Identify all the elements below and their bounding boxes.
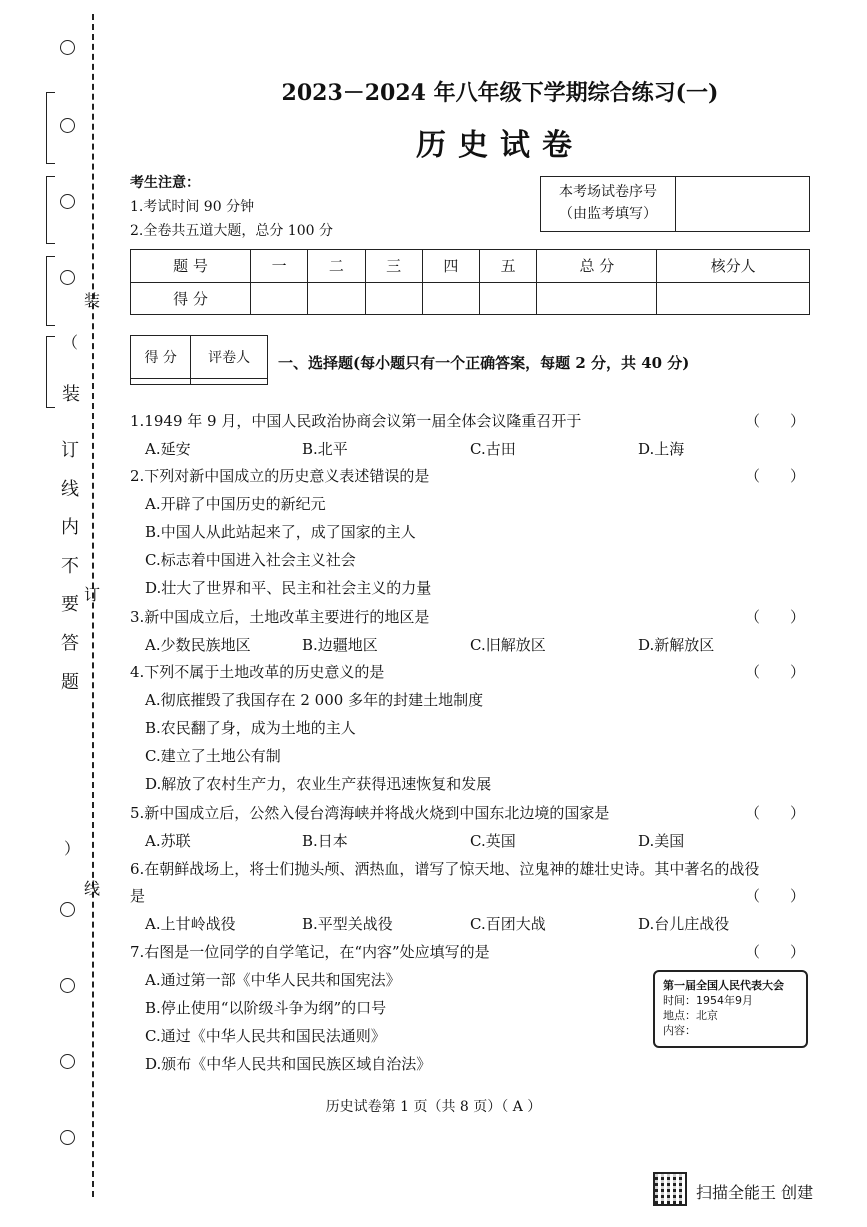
binding-hole: [60, 902, 75, 917]
binding-chars-column: [58, 432, 82, 702]
note-line: 时间：1954年9月: [663, 994, 753, 1007]
grader-table: [130, 335, 268, 385]
binding-char-ding: 订: [84, 585, 101, 604]
binding-hole: [60, 40, 75, 55]
option: D.美国: [638, 832, 685, 850]
binding-char-xian: 线: [84, 879, 101, 898]
note-line: 地点：北京: [663, 1009, 718, 1022]
study-note-card: [653, 970, 808, 1048]
score-cell[interactable]: [537, 282, 657, 315]
scanner-watermark: 扫描全能王 创建: [696, 1183, 814, 1202]
option: C.旧解放区: [470, 636, 546, 654]
option: C.百团大战: [470, 915, 546, 933]
binding-bracket: [46, 176, 55, 244]
binding-dashed-line: [92, 14, 94, 1197]
option: A.苏联: [145, 832, 191, 850]
score-cell[interactable]: [657, 282, 810, 315]
question-stem-continued: 是: [130, 887, 146, 905]
question-stem: 4.下列不属于土地改革的历史意义的是: [130, 663, 385, 681]
question-stem: 1.1949 年 9 月，中国人民政治协商会议第一届全体会议隆重召开于: [130, 412, 582, 430]
seat-sequence-box: [540, 176, 810, 232]
score-cell[interactable]: [365, 282, 422, 315]
option: D.上海: [638, 440, 685, 458]
option: B.停止使用“以阶级斗争为纲”的口号: [145, 999, 387, 1017]
option: D.壮大了世界和平、民主和社会主义的力量: [145, 579, 432, 597]
option: A.延安: [145, 440, 191, 458]
binding-char: 答: [61, 632, 79, 654]
grader-name-label: 评卷人: [191, 336, 268, 379]
score-header: 二: [308, 250, 365, 283]
answer-paren[interactable]: （ ）: [745, 943, 806, 961]
binding-hole: [60, 194, 75, 209]
option: D.解放了农村生产力，农业生产获得迅速恢复和发展: [145, 775, 492, 793]
answer-paren[interactable]: （ ）: [745, 804, 806, 822]
option: C.古田: [470, 440, 516, 458]
option: A.上甘岭战役: [145, 915, 236, 933]
option: C.英国: [470, 832, 516, 850]
answer-paren[interactable]: （ ）: [745, 467, 806, 485]
binding-hole: [60, 1054, 75, 1069]
score-header: 四: [422, 250, 479, 283]
option: B.日本: [302, 832, 348, 850]
page-footer: 历史试卷第 1 页（共 8 页）（ A ）: [325, 1099, 542, 1115]
option: B.边疆地区: [302, 636, 378, 654]
exam-title: 2023－2024 年八年级下学期综合练习(一): [281, 80, 719, 106]
option: D.台儿庄战役: [638, 915, 730, 933]
answer-paren[interactable]: （ ）: [745, 412, 806, 430]
binding-bracket: [46, 256, 55, 326]
option: A.通过第一部《中华人民共和国宪法》: [145, 971, 401, 989]
option: B.中国人从此站起来了，成了国家的主人: [145, 523, 416, 541]
note-line: 第一届全国人民代表大会: [663, 979, 784, 992]
binding-hole: [60, 118, 75, 133]
option: C.标志着中国进入社会主义社会: [145, 551, 356, 569]
option: C.建立了土地公有制: [145, 747, 281, 765]
score-row-label: 得 分: [131, 282, 251, 315]
binding-char-zhuang: 装: [84, 291, 101, 310]
binding-char: 要: [61, 594, 79, 616]
score-cell[interactable]: [422, 282, 479, 315]
option: C.通过《中华人民共和国民法通则》: [145, 1027, 386, 1045]
binding-hole: [60, 978, 75, 993]
binding-char: 不: [61, 555, 79, 577]
seq-label-line: （由监考填写）: [559, 206, 657, 222]
binding-char: 题: [61, 671, 79, 693]
binding-bracket: [46, 92, 55, 164]
option: B.农民翻了身，成为土地的主人: [145, 719, 356, 737]
option: B.平型关战役: [302, 915, 393, 933]
binding-left-paren: （: [62, 333, 79, 352]
option: D.颁布《中华人民共和国民族区域自治法》: [145, 1055, 432, 1073]
score-header: 一: [251, 250, 308, 283]
binding-char-zhuang-inner: 装: [62, 384, 80, 405]
grader-score-label: 得 分: [131, 336, 191, 379]
question-stem: 7.右图是一位同学的自学笔记，在“内容”处应填写的是: [130, 943, 490, 961]
qr-code-icon: [653, 1172, 687, 1206]
question-stem: 5.新中国成立后，公然入侵台湾海峡并将战火烧到中国东北边境的国家是: [130, 804, 610, 822]
score-header: 三: [365, 250, 422, 283]
binding-char: 内: [61, 517, 79, 539]
question-stem: 6.在朝鲜战场上，将士们抛头颅、洒热血，谱写了惊天地、泣鬼神的雄壮史诗。其中著名的战役: [130, 860, 760, 878]
score-cell[interactable]: [308, 282, 365, 315]
score-header: 总 分: [537, 250, 657, 283]
option: A.少数民族地区: [145, 636, 251, 654]
grader-name-cell[interactable]: [191, 379, 268, 385]
score-cell[interactable]: [251, 282, 308, 315]
question-stem: 2.下列对新中国成立的历史意义表述错误的是: [130, 467, 430, 485]
option: D.新解放区: [638, 636, 715, 654]
answer-paren[interactable]: （ ）: [745, 608, 806, 626]
option: A.开辟了中国历史的新纪元: [145, 495, 326, 513]
seat-sequence-label: [541, 177, 676, 231]
option: A.彻底摧毁了我国存在 2 000 多年的封建土地制度: [145, 691, 484, 709]
binding-right-paren: ）: [64, 839, 81, 858]
grader-score-cell[interactable]: [131, 379, 191, 385]
note-line: 内容：: [663, 1024, 696, 1037]
binding-char: 线: [61, 478, 79, 500]
question-stem: 3.新中国成立后，土地改革主要进行的地区是: [130, 608, 430, 626]
seat-sequence-field[interactable]: [676, 177, 809, 231]
score-header: 五: [480, 250, 537, 283]
notice-item: 2.全卷共五道大题，总分 100 分: [130, 223, 333, 239]
score-table: [130, 249, 810, 315]
score-header: 核分人: [657, 250, 810, 283]
answer-paren[interactable]: （ ）: [745, 663, 806, 681]
binding-hole: [60, 270, 75, 285]
score-cell[interactable]: [480, 282, 537, 315]
score-header: 题 号: [131, 250, 251, 283]
binding-hole: [60, 1130, 75, 1145]
binding-char: 订: [61, 440, 79, 461]
notice-heading: 考生注意：: [130, 175, 200, 191]
seq-label-line: 本考场试卷序号: [559, 184, 657, 200]
section-title: 一、选择题(每小题只有一个正确答案，每题 2 分，共 40 分): [278, 354, 690, 372]
option: B.北平: [302, 440, 348, 458]
answer-paren[interactable]: （ ）: [745, 887, 806, 905]
exam-subtitle: 历史试卷: [416, 128, 584, 163]
binding-bracket: [46, 336, 55, 408]
notice-item: 1.考试时间 90 分钟: [130, 199, 255, 215]
